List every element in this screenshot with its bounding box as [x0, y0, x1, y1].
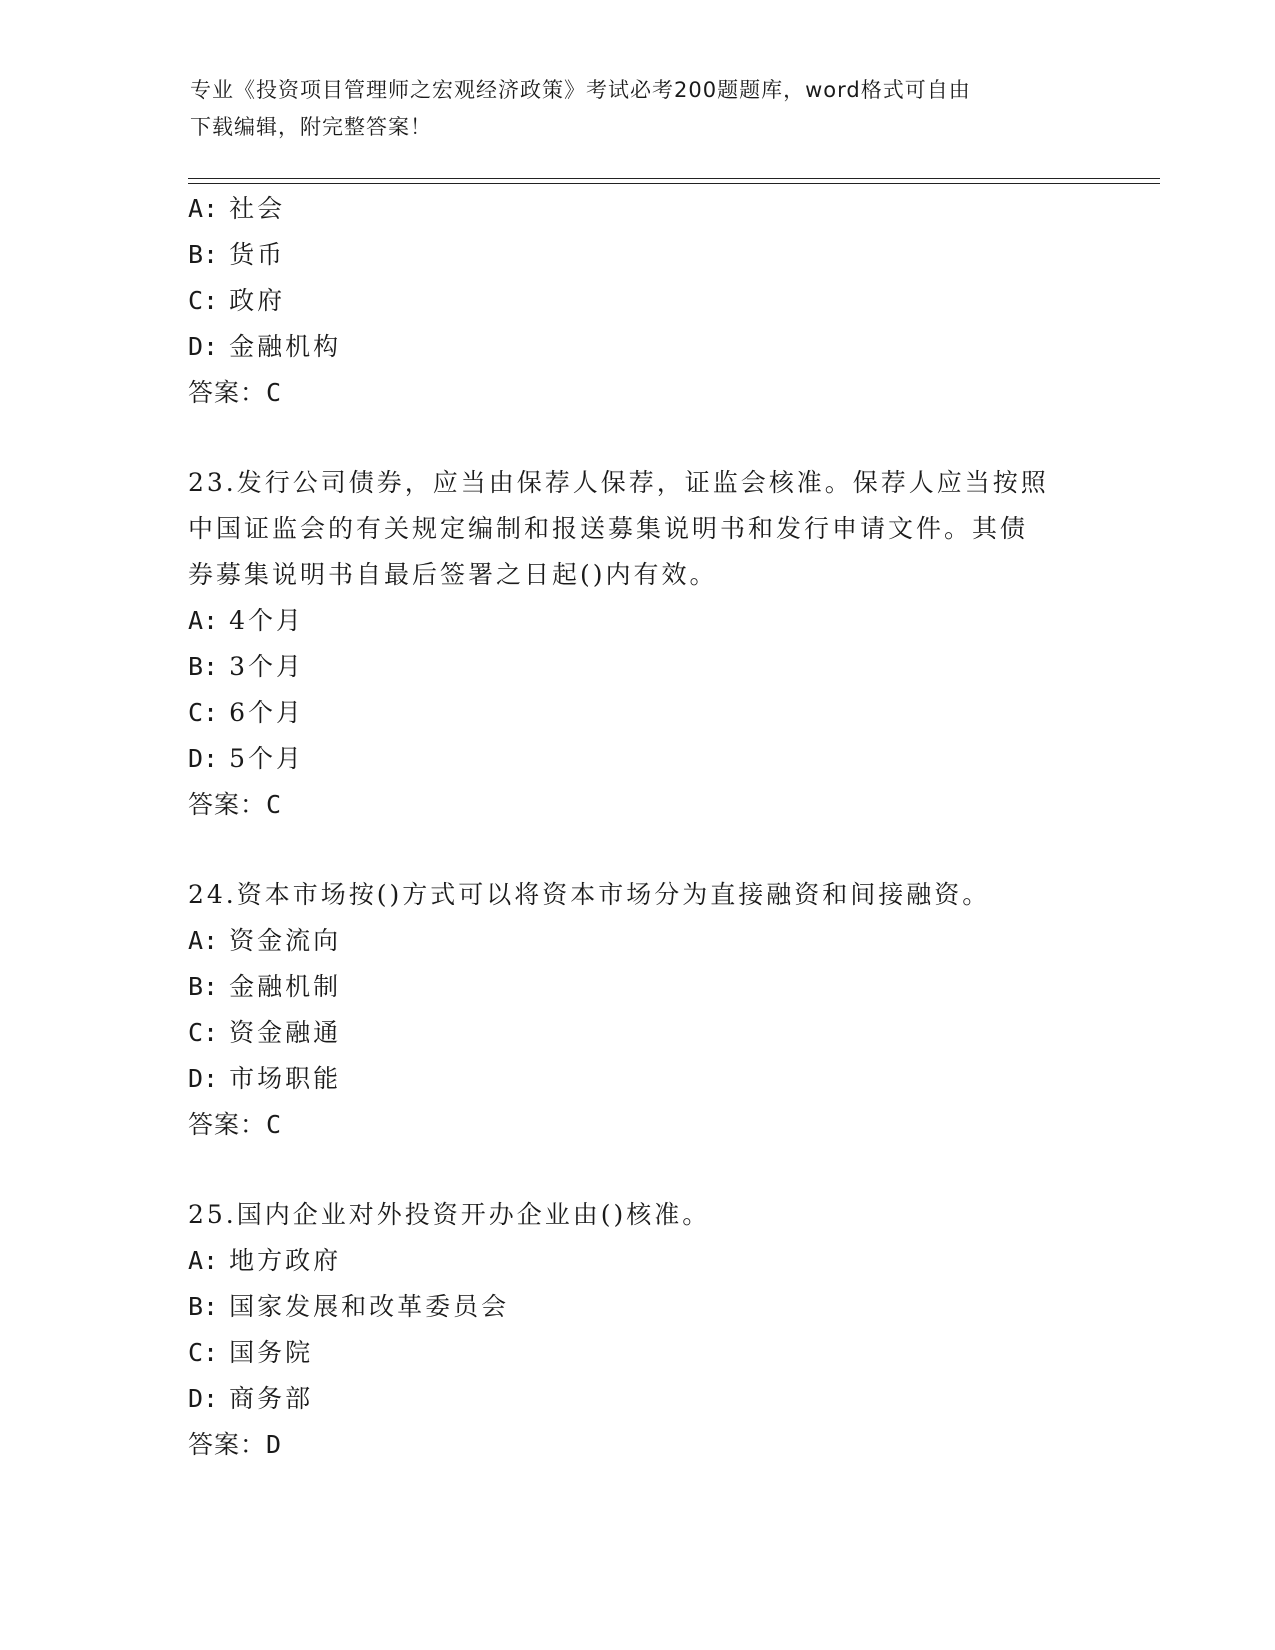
option-b	[188, 232, 1088, 278]
option-text: 5个月	[229, 744, 304, 773]
option-text: 资金流向	[229, 926, 342, 955]
option-letter: D:	[188, 1384, 219, 1413]
option-text: 4个月	[229, 606, 304, 635]
option-letter: B:	[188, 652, 219, 681]
option-letter: D:	[188, 332, 219, 361]
option-letter: B:	[188, 1292, 219, 1321]
option-text: 市场职能	[229, 1064, 342, 1093]
option-text: 金融机构	[229, 332, 342, 361]
option-letter: D:	[188, 1064, 219, 1093]
document-header	[190, 72, 1090, 146]
option-b	[188, 644, 1088, 690]
option-d	[188, 324, 1088, 370]
question-text-line: 25.国内企业对外投资开办企业由()核准。	[188, 1200, 711, 1229]
option-c	[188, 1330, 1088, 1376]
option-letter: C:	[188, 698, 219, 727]
option-text: 政府	[229, 286, 286, 315]
option-a	[188, 1238, 1088, 1284]
option-d	[188, 1056, 1088, 1102]
option-text: 国家发展和改革委员会	[229, 1292, 510, 1321]
header-line-2: 下载编辑，附完整答案！	[190, 115, 432, 139]
option-letter: A:	[188, 1246, 219, 1275]
answer-line	[188, 1422, 1088, 1468]
header-divider-bottom	[188, 183, 1160, 184]
header-divider-top	[188, 178, 1160, 179]
question-24	[188, 872, 1088, 1148]
question-content	[188, 186, 1088, 1468]
option-c	[188, 690, 1088, 736]
question-text-line: 24.资本市场按()方式可以将资本市场分为直接融资和间接融资。	[188, 880, 991, 909]
option-a	[188, 918, 1088, 964]
option-text: 6个月	[229, 698, 304, 727]
option-text: 社会	[229, 194, 286, 223]
option-text: 地方政府	[229, 1246, 342, 1275]
option-letter: C:	[188, 1018, 219, 1047]
option-letter: C:	[188, 1338, 219, 1367]
answer-line	[188, 370, 1088, 416]
question-23	[188, 460, 1088, 828]
question-text-line: 券募集说明书自最后签署之日起()内有效。	[188, 560, 718, 589]
option-letter: C:	[188, 286, 219, 315]
prev-question-block	[188, 186, 1088, 416]
question-25	[188, 1192, 1088, 1468]
option-a	[188, 186, 1088, 232]
option-a	[188, 598, 1088, 644]
option-letter: A:	[188, 926, 219, 955]
option-text: 货币	[229, 240, 286, 269]
option-text: 资金融通	[229, 1018, 342, 1047]
option-c	[188, 1010, 1088, 1056]
answer-label: 答案：	[188, 1430, 267, 1459]
answer-label: 答案：	[188, 790, 267, 819]
option-text: 3个月	[229, 652, 304, 681]
option-d	[188, 736, 1088, 782]
option-letter: D:	[188, 744, 219, 773]
answer-value: D	[266, 1430, 283, 1459]
option-letter: B:	[188, 240, 219, 269]
option-text: 商务部	[229, 1384, 314, 1413]
option-text: 金融机制	[229, 972, 342, 1001]
option-b	[188, 964, 1088, 1010]
option-b	[188, 1284, 1088, 1330]
option-text: 国务院	[229, 1338, 314, 1367]
answer-value: C	[266, 378, 283, 407]
header-line-1: 专业《投资项目管理师之宏观经济政策》考试必考200题题库，word格式可自由	[190, 78, 971, 102]
answer-label: 答案：	[188, 378, 267, 407]
answer-value: C	[266, 1110, 283, 1139]
option-d	[188, 1376, 1088, 1422]
option-letter: A:	[188, 194, 219, 223]
option-letter: B:	[188, 972, 219, 1001]
question-text-line: 23.发行公司债券，应当由保荐人保荐，证监会核准。保荐人应当按照	[188, 468, 1049, 497]
option-c	[188, 278, 1088, 324]
option-letter: A:	[188, 606, 219, 635]
answer-label: 答案：	[188, 1110, 267, 1139]
answer-line	[188, 1102, 1088, 1148]
answer-value: C	[266, 790, 283, 819]
answer-line	[188, 782, 1088, 828]
question-text-line: 中国证监会的有关规定编制和报送募集说明书和发行申请文件。其债	[188, 514, 1029, 543]
